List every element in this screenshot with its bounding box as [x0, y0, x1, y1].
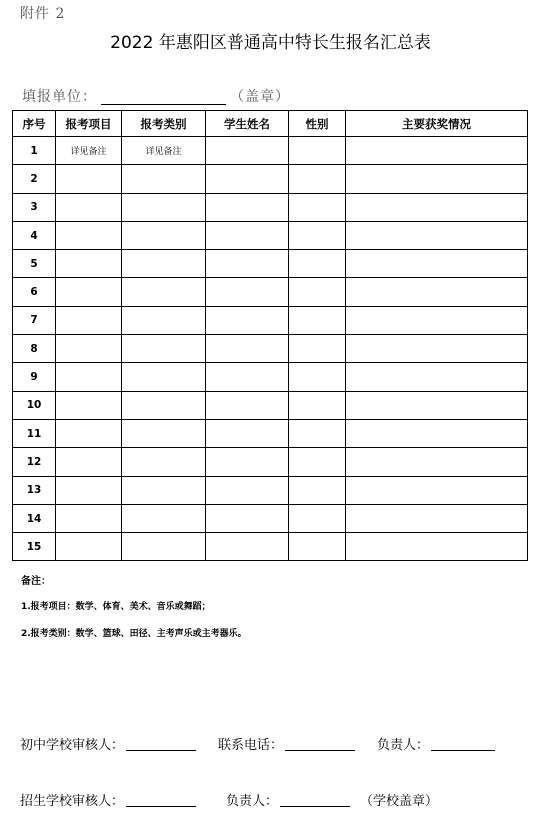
student-name-cell[interactable]	[206, 391, 289, 419]
gender-cell[interactable]	[289, 221, 346, 249]
gender-cell[interactable]	[289, 448, 346, 476]
unit-seal-label: （盖章）	[230, 89, 290, 105]
awards-cell[interactable]	[346, 363, 528, 391]
project-cell[interactable]	[56, 476, 122, 504]
unit-label: 填报单位：	[22, 89, 97, 105]
project-cell[interactable]	[56, 504, 122, 532]
student-name-cell[interactable]	[206, 363, 289, 391]
row-index-cell: 3	[13, 193, 56, 221]
table-row	[13, 193, 528, 221]
enrolling-reviewer-blank[interactable]	[126, 793, 196, 807]
gender-cell[interactable]	[289, 137, 346, 165]
category-cell[interactable]	[122, 335, 206, 363]
awards-cell[interactable]	[346, 504, 528, 532]
awards-cell[interactable]	[346, 533, 528, 561]
filling-unit-row	[22, 86, 290, 106]
table-header-row	[13, 111, 528, 137]
table-row	[13, 391, 528, 419]
table-row	[13, 221, 528, 249]
leader-label-1: 负责人：	[377, 738, 430, 753]
category-cell[interactable]	[122, 306, 206, 334]
project-cell[interactable]	[56, 391, 122, 419]
student-name-cell[interactable]	[206, 476, 289, 504]
gender-cell[interactable]	[289, 165, 346, 193]
awards-cell[interactable]	[346, 448, 528, 476]
col-header-index: 序号	[13, 111, 56, 137]
category-cell[interactable]	[122, 504, 206, 532]
junior-reviewer-label: 初中学校审核人：	[20, 738, 125, 753]
project-cell[interactable]	[56, 363, 122, 391]
page-title: 2022 年惠阳区普通高中特长生报名汇总表	[110, 33, 431, 53]
signature-row-2	[20, 790, 438, 809]
category-cell[interactable]	[122, 250, 206, 278]
table-row	[13, 476, 528, 504]
project-cell[interactable]: 详见备注	[56, 137, 122, 165]
student-name-cell[interactable]	[206, 193, 289, 221]
leader-blank-2[interactable]	[280, 793, 350, 807]
table-row	[13, 419, 528, 447]
category-cell[interactable]	[122, 193, 206, 221]
junior-reviewer-blank[interactable]	[126, 737, 196, 751]
gender-cell[interactable]	[289, 533, 346, 561]
category-cell[interactable]	[122, 419, 206, 447]
project-cell[interactable]	[56, 306, 122, 334]
gender-cell[interactable]	[289, 476, 346, 504]
awards-cell[interactable]	[346, 137, 528, 165]
table-row	[13, 250, 528, 278]
phone-label: 联系电话：	[218, 738, 284, 753]
school-seal-label: （学校盖章）	[360, 794, 439, 809]
project-cell[interactable]	[56, 335, 122, 363]
col-header-category: 报考类别	[122, 111, 206, 137]
signature-row-1	[20, 734, 497, 753]
table-row	[13, 533, 528, 561]
gender-cell[interactable]	[289, 278, 346, 306]
row-index-cell: 2	[13, 165, 56, 193]
row-index-cell: 11	[13, 419, 56, 447]
table-row	[13, 306, 528, 334]
col-header-gender: 性别	[289, 111, 346, 137]
category-cell[interactable]	[122, 278, 206, 306]
table-row	[13, 363, 528, 391]
student-name-cell[interactable]	[206, 165, 289, 193]
project-cell[interactable]	[56, 193, 122, 221]
table-row	[13, 448, 528, 476]
row-index-cell: 1	[13, 137, 56, 165]
student-name-cell[interactable]	[206, 221, 289, 249]
gender-cell[interactable]	[289, 363, 346, 391]
row-index-cell: 7	[13, 306, 56, 334]
leader-label-2: 负责人：	[226, 794, 279, 809]
project-cell[interactable]	[56, 448, 122, 476]
registration-table	[12, 110, 528, 561]
awards-cell[interactable]	[346, 335, 528, 363]
row-index-cell: 15	[13, 533, 56, 561]
row-index-cell: 10	[13, 391, 56, 419]
enrolling-reviewer-label: 招生学校审核人：	[20, 794, 125, 809]
row-index-cell: 13	[13, 476, 56, 504]
gender-cell[interactable]	[289, 306, 346, 334]
awards-cell[interactable]	[346, 221, 528, 249]
student-name-cell[interactable]	[206, 504, 289, 532]
category-cell[interactable]	[122, 533, 206, 561]
table-row	[13, 165, 528, 193]
awards-cell[interactable]	[346, 476, 528, 504]
student-name-cell[interactable]	[206, 306, 289, 334]
table-row	[13, 335, 528, 363]
awards-cell[interactable]	[346, 419, 528, 447]
student-name-cell[interactable]	[206, 533, 289, 561]
gender-cell[interactable]	[289, 504, 346, 532]
category-cell[interactable]	[122, 448, 206, 476]
row-index-cell: 14	[13, 504, 56, 532]
project-cell[interactable]	[56, 278, 122, 306]
col-header-student-name: 学生姓名	[206, 111, 289, 137]
category-cell[interactable]	[122, 391, 206, 419]
row-index-cell: 6	[13, 278, 56, 306]
awards-cell[interactable]	[346, 306, 528, 334]
phone-blank[interactable]	[285, 737, 355, 751]
gender-cell[interactable]	[289, 250, 346, 278]
category-cell[interactable]	[122, 363, 206, 391]
row-index-cell: 5	[13, 250, 56, 278]
row-index-cell: 9	[13, 363, 56, 391]
awards-cell[interactable]	[346, 278, 528, 306]
category-cell[interactable]	[122, 221, 206, 249]
col-header-project: 报考项目	[56, 111, 122, 137]
student-name-cell[interactable]	[206, 137, 289, 165]
category-cell[interactable]	[122, 476, 206, 504]
notes-item-2: 2.报考类别：数学、篮球、田径、主考声乐或主考器乐。	[21, 629, 247, 639]
annex-label: 附件 2	[20, 6, 66, 22]
student-name-cell[interactable]	[206, 278, 289, 306]
gender-cell[interactable]	[289, 419, 346, 447]
table-row	[13, 137, 528, 165]
awards-cell[interactable]	[346, 165, 528, 193]
col-header-awards: 主要获奖情况	[346, 111, 528, 137]
student-name-cell[interactable]	[206, 419, 289, 447]
gender-cell[interactable]	[289, 193, 346, 221]
category-cell[interactable]: 详见备注	[122, 137, 206, 165]
leader-blank-1[interactable]	[431, 737, 495, 751]
gender-cell[interactable]	[289, 391, 346, 419]
row-index-cell: 8	[13, 335, 56, 363]
notes-item-1: 1.报考项目：数学、体育、美术、音乐或舞蹈；	[21, 602, 211, 612]
awards-cell[interactable]	[346, 391, 528, 419]
table-row	[13, 504, 528, 532]
awards-cell[interactable]	[346, 250, 528, 278]
table-row	[13, 278, 528, 306]
project-cell[interactable]	[56, 165, 122, 193]
row-index-cell: 4	[13, 221, 56, 249]
student-name-cell[interactable]	[206, 250, 289, 278]
table-body	[13, 137, 528, 561]
project-cell[interactable]	[56, 533, 122, 561]
project-cell[interactable]	[56, 221, 122, 249]
project-cell[interactable]	[56, 419, 122, 447]
row-index-cell: 12	[13, 448, 56, 476]
student-name-cell[interactable]	[206, 448, 289, 476]
unit-blank-line[interactable]	[101, 90, 226, 105]
notes-heading: 备注：	[21, 576, 51, 587]
gender-cell[interactable]	[289, 335, 346, 363]
project-cell[interactable]	[56, 250, 122, 278]
category-cell[interactable]	[122, 165, 206, 193]
awards-cell[interactable]	[346, 193, 528, 221]
student-name-cell[interactable]	[206, 335, 289, 363]
